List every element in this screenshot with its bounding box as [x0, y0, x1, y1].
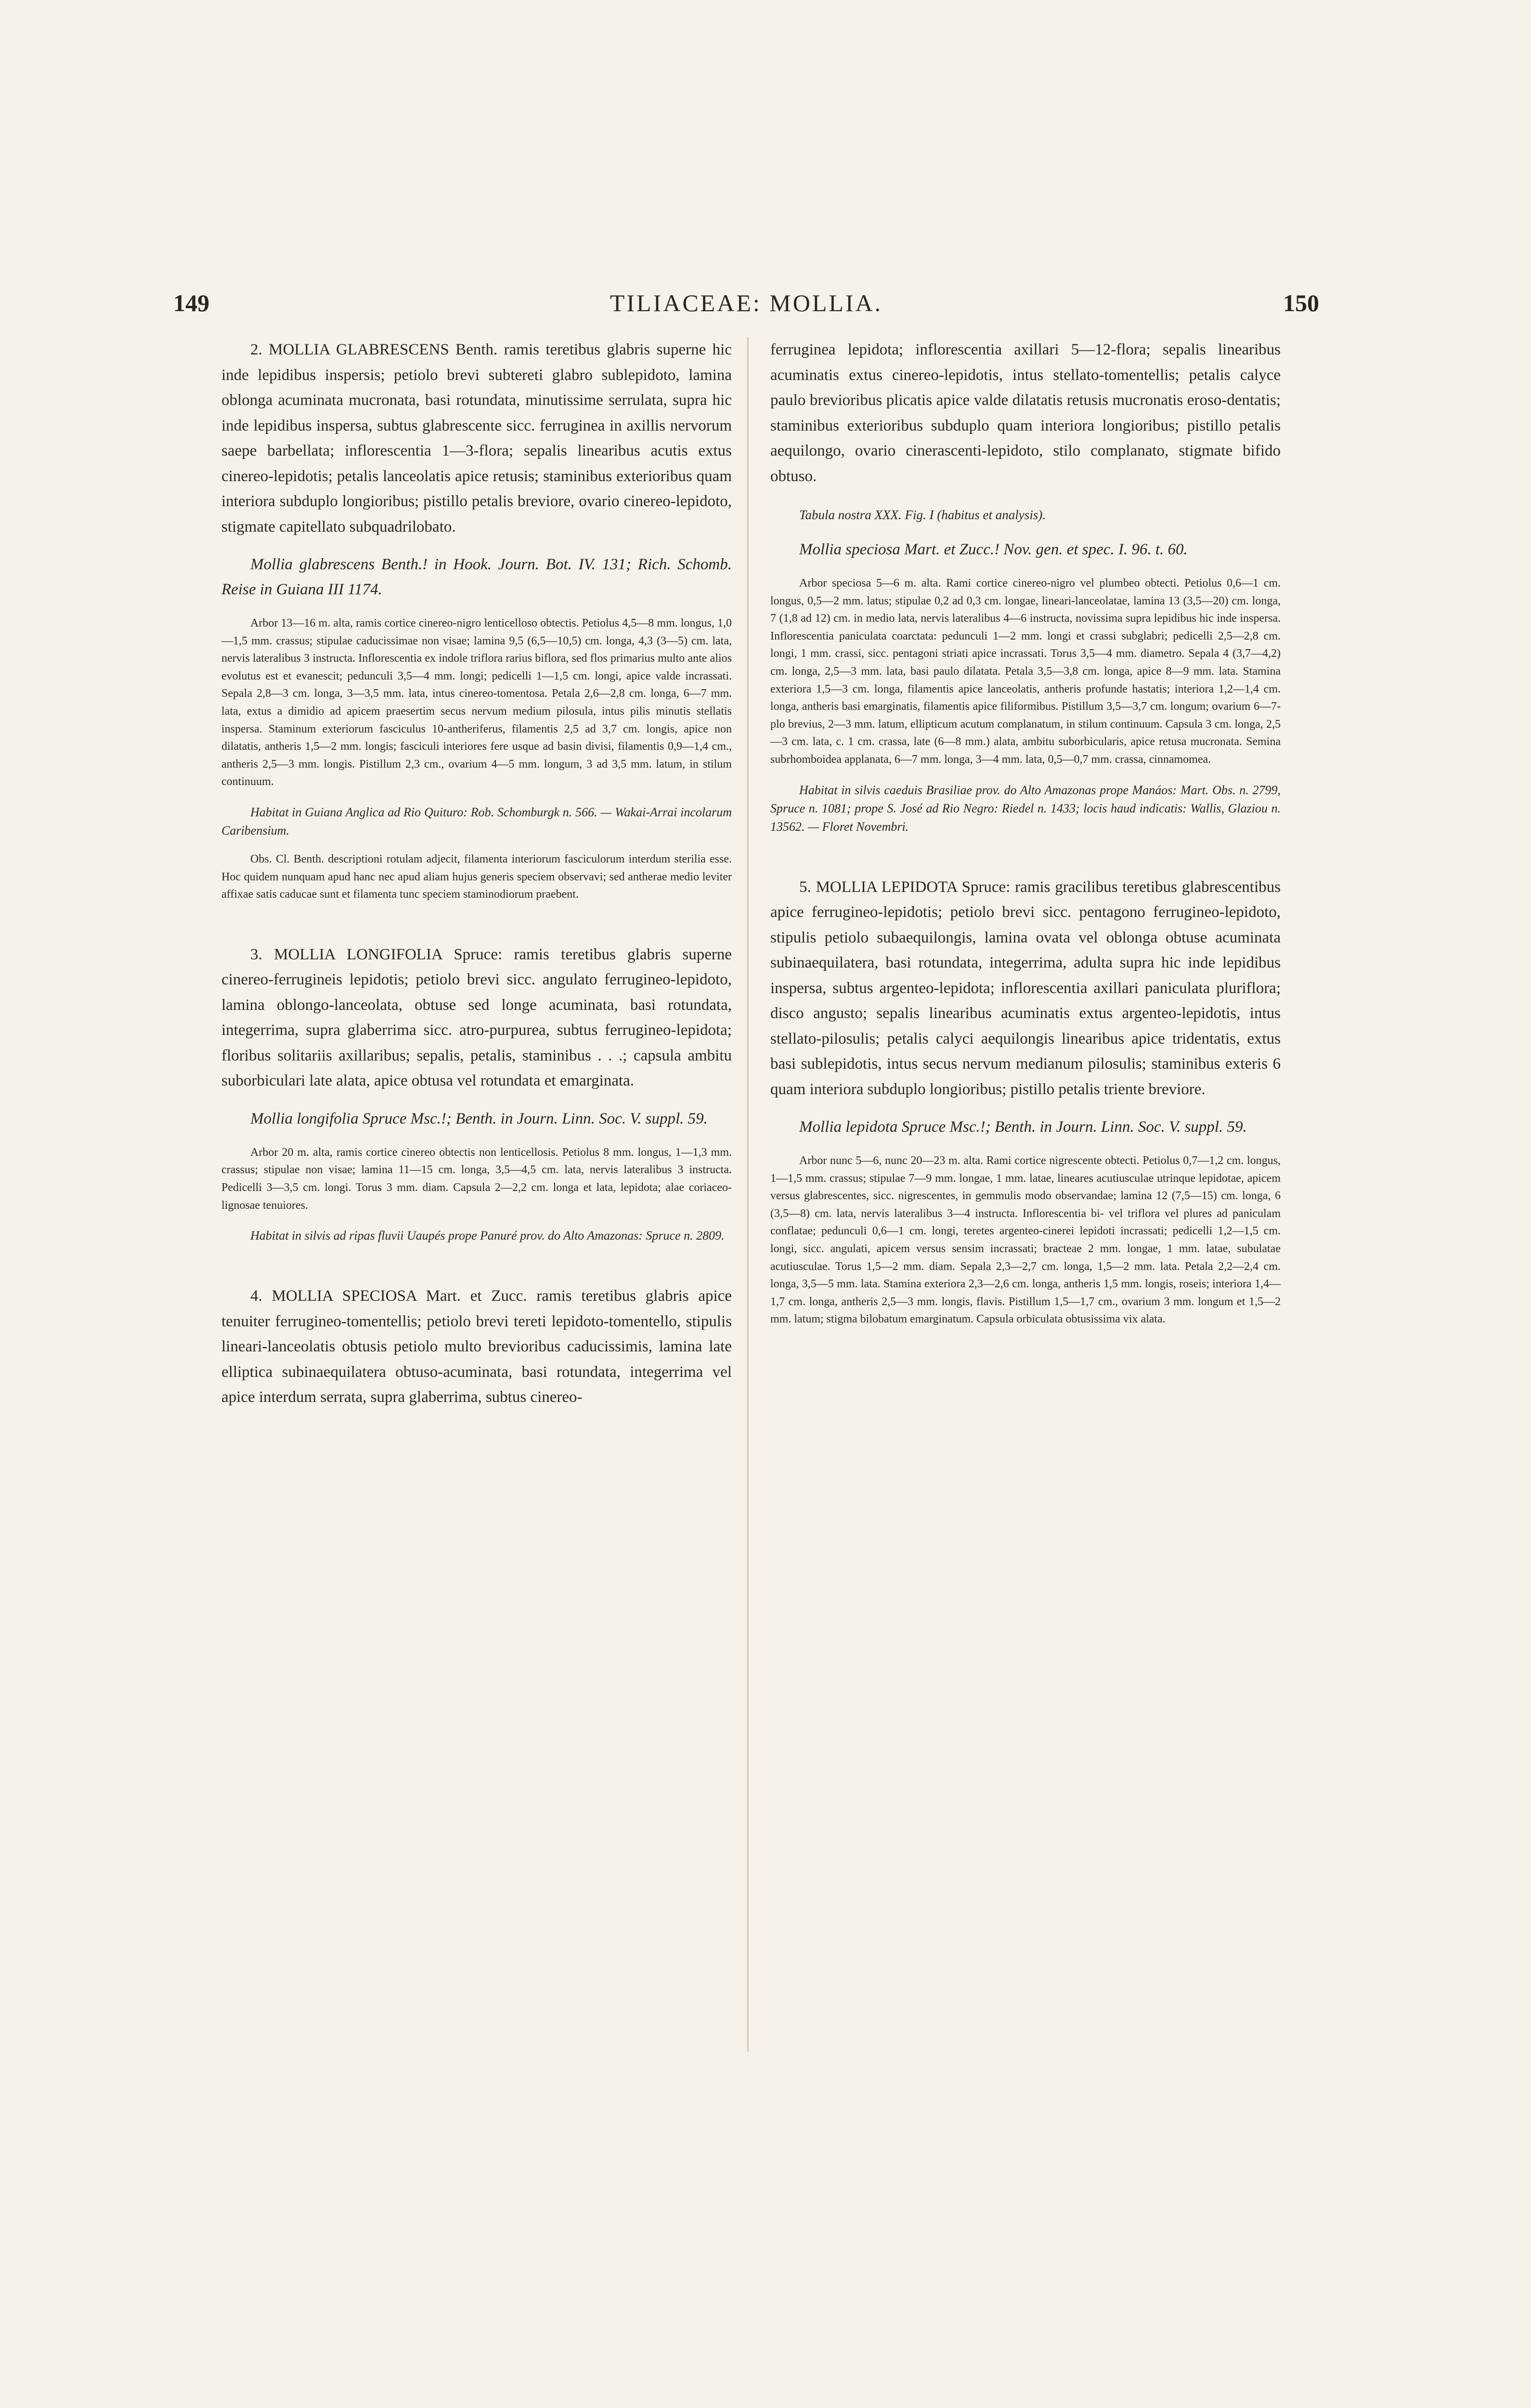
species-3-diagnosis: 3. MOLLIA LONGIFOLIA Spruce: ramis teretibus glabris superne cinereo-ferrugineis lepidotis; petiolo brevi sicc. angulato ferrugineo-lepidoto, lamina oblongo-lanceolata, obtuse sed longe acuminata, basi rotundata, integerrima, supra glaberrima sicc. atro-purpurea, subtus ferrugineo-lepidota; floribus solitariis axillaribus; sepalis, petalis, staminibus . . .; capsula ambitu suborbiculari late alata, apice obtusa vel rotundata et emarginata. [221, 945, 732, 1090]
species-4-plate-reference: Tabula nostra XXX. Fig. I (habitus et analysis). [799, 508, 1046, 522]
running-title: TILIACEAE: MOLLIA. [610, 289, 883, 316]
page-number-right: 150 [1283, 289, 1319, 316]
left-column [221, 337, 732, 1410]
species-3-habitat: Habitat in silvis ad ripas fluvii Uaupés prope Panuré prov. do Alto Amazonas: Spruce n. 2809. [250, 1229, 725, 1243]
species-3-description: Arbor 20 m. alta, ramis cortice cinereo obtectis non lenticellosis. Petiolus 8 mm. longus, 1—1,3 mm. crassus; stipulae non visae; lamina 11—15 cm. longa, 3,5—4,5 cm. lata, nervis lateralibus 3 instructa. Pedicelli 3—3,5 cm. longi. Torus 3 mm. diam. Capsula 2—2,2 cm. longa et lata, lepidota; alae coriaceo-lignosae tenuiores. [221, 1146, 732, 1212]
page-number-left: 149 [173, 289, 209, 316]
species-4-description: Arbor speciosa 5—6 m. alta. Rami cortice cinereo-nigro vel plumbeo obtecti. Petiolus 0,6—1 cm. longus, 0,5—2 mm. latus; stipulae 0,2 ad 0,3 cm. longae, lineari-lanceolatae, lamina 13 (3,5—20) cm. longa, 7 (1,8 ad 12) cm. in medio lata, nervis lateralibus 4—6 instructa, novissima supra lepidibus hic inde inspersa. Inflorescentia paniculata coarctata: pedunculi 1—2 mm. longi et crassi subglabri; pedicelli 2,5—2,8 cm. longi, 1 mm. crassi, sicc. pentagoni striati apice incrassati. Torus 3,5—4 mm. diametro. Sepala 4 (3,7—4,2) cm. longa, 2,5—3 mm. lata, basi paulo dilatata. Petala 3,5—3,8 cm. longa, apice 8—9 mm. lata. Stamina exteriora 1,5—3 cm. longa, filamentis apice lanceolatis, antheris profunde hastatis; interiora 1,2—1,4 cm. longa, antheris basi emarginatis, filamentis apice filiformibus. Pistillum 3,5—3,7 cm. longum; ovarium 6—7-plo brevius, 2—3 mm. latum, ellipticum acutum complanatum, in stilum continuum. Capsula 3 cm. longa, 2,5—3 cm. lata, c. 1 cm. crassa, late (6—8 mm.) alata, ambitu suborbicularis, apice retusa mucronata. Semina subrhomboidea applanata, 6—7 mm. longa, 3—4 mm. lata, 0,5—0,7 mm. crassa, cinnamomea. [770, 577, 1281, 766]
page-header [173, 289, 1319, 327]
species-2-reference: Mollia glabrescens Benth.! in Hook. Journ. Bot. IV. 131; Rich. Schomb. Reise in Guiana III 1174. [221, 556, 732, 598]
right-column [770, 337, 1281, 1328]
species-2-habitat: Habitat in Guiana Anglica ad Rio Quituro: Rob. Schomburgk n. 566. — Wakai-Arrai incolarum Caribensium. [221, 805, 732, 838]
species-4-diagnosis-continued: ferruginea lepidota; inflorescentia axillari 5—12-flora; sepalis linearibus acuminatis extus cinereo-lepidotis, intus stellato-tomentellis; petalis calyce paulo brevioribus plicatis apice valde dilatatis retusis mucronatis eroso-dentatis; staminibus exterioribus subduplo quam interiora longioribus; pistillo petalis aequilongo, ovario cinerascenti-lepidoto, stilo complanato, stigmate bifido obtuso. [770, 341, 1281, 485]
species-4-diagnosis: 4. MOLLIA SPECIOSA Mart. et Zucc. ramis teretibus glabris apice tenuiter ferrugineo-tomentellis; petiolo brevi tereti lepidoto-tomentello, stipulis lineari-lanceolatis obtusis petiolo multo brevioribus caducissimis, lamina late elliptica subinaequilatera obtuso-acuminata, basi rotundata, integerrima vel apice interdum serrata, supra glaberrima, subtus cinereo- [221, 1287, 732, 1406]
species-5-description: Arbor nunc 5—6, nunc 20—23 m. alta. Rami cortice nigrescente obtecti. Petiolus 0,7—1,2 cm. longus, 1—1,5 mm. crassus; stipulae 7—9 mm. longae, 1 mm. latae, lineares acutiusculae utrinque lepidotae, apicem versus glabrescentes, sicc. nigrescentes, in gemmulis modo observandae; lamina 12 (7,5—15) cm. longa, 6 (3,5—8) cm. lata, nervis lateralibus 3—4 instructa. Inflorescentia bi- vel triflora vel plures ad paniculam conflatae; pedunculi 0,6—1 cm. longi, teretes argenteo-cinerei lepidoti incrassati; pedicelli 1,2—1,5 cm. longi, sicc. angulati, apicem versus sensim incrassati; bracteae 2 mm. longae, 1 mm. latae, subulatae acutiusculae. Torus 1,5—2 mm. diam. Sepala 2,3—2,7 cm. longa, 1,5—2 mm. lata. Petala 2,2—2,4 cm. longa, 3,5—5 mm. lata. Stamina exteriora 2,3—2,6 cm. longa, antheris 1,5 mm. longis, roseis; interiora 1,4—1,7 cm. longa, antheris 2,5—3 mm. longis, flavis. Pistillum 1,5—1,7 cm., ovarium 3 mm. longum et 1,5—2 mm. latum; stigma bilobatum emarginatum. Capsula orbiculata obtusissima vix alata. [770, 1154, 1281, 1326]
species-5-diagnosis: 5. MOLLIA LEPIDOTA Spruce: ramis gracilibus teretibus glabrescentibus apice ferrugineo-lepidotis; petiolo brevi sicc. pentagono ferrugineo-lepidoto, stipulis petiolo subaequilongis, lamina ovata vel oblonga obtuse acuminata subinaequilatera, basi rotundata, integerrima, adulta supra hic inde lepidibus inspersa, subtus argenteo-lepidota; inflorescentia axillari paniculata pluriflora; disco angusto; sepalis linearibus acuminatis extus argenteo-lepidotis, intus stellato-pilosulis; petalis calyci aequilongis linearibus apice tridentatis, extus basi sublepidotis, intus secus nervum medianum pilosulis; staminibus exteris 6 quam interiora subduplo longioribus; pistillo petalis triente breviore. [770, 878, 1281, 1098]
species-4-habitat: Habitat in silvis caeduis Brasiliae prov. do Alto Amazonas prope Manáos: Mart. Obs. n. 2799, Spruce n. 1081; prope S. José ad Rio Negro: Riedel n. 1433; locis haud indicatis: Wallis, Glaziou n. 13562. — Floret Novembri. [770, 783, 1281, 834]
species-2-description: Arbor 13—16 m. alta, ramis cortice cinereo-nigro lenticelloso obtectis. Petiolus 4,5—8 mm. longus, 1,0—1,5 mm. crassus; stipulae caducissimae non visae; lamina 9,5 (6,5—10,5) cm. longa, 4,3 (3—5) cm. lata, nervis lateralibus 3 instructa. Inflorescentia ex indole triflora rarius biflora, sed flos primarius multo ante alios evolutus est et evanescit; pedunculi 3,5—4 mm. longi; pedicelli 1—1,5 cm. longi, apice valde incrassati. Sepala 2,8—3 cm. longa, 3—3,5 mm. lata, intus cinereo-tomentosa. Petala 2,6—2,8 cm. longa, 6—7 mm. lata, extus a dimidio ad apicem praesertim secus nervum medium pilosula, intus pilis minutis stellatis inspersa. Staminum exteriorum fasciculus 10-antheriferus, filamentis 2,5 ad 3,7 cm. longis, apice non dilatatis, antheris 1,5—2 mm. longis; fasciculi interiores fere usque ad basin divisi, filamentis 0,9—1,4 cm., antheris 2,5—3 mm. longis. Pistillum 2,3 cm., ovarium 4—5 mm. longum, 3 ad 3,5 mm. latum, in stilum continuum. [221, 617, 732, 788]
species-2-diagnosis: 2. MOLLIA GLABRESCENS Benth. ramis teretibus glabris superne hic inde lepidibus inspersis; petiolo brevi subtereti glabro sublepidoto, lamina oblonga acuminata mucronata, basi rotundata, minutissime serrulata, supra hic inde lepidibus inspersa, subtus glabrescente sicc. ferruginea in axillis nervorum saepe barbellata; inflorescentia 1—3-flora; sepalis linearibus acutis extus cinereo-lepidotis; petalis lanceolatis apice retusis; staminibus exterioribus quam interiora subduplo longioribus; pistillo petalis breviore, ovario cinereo-lepidoto, stigmate capitellato subquadrilobato. [221, 341, 732, 536]
species-4-reference: Mollia speciosa Mart. et Zucc.! Nov. gen. et spec. I. 96. t. 60. [799, 541, 1188, 558]
column-divider [747, 337, 749, 2052]
species-3-reference: Mollia longifolia Spruce Msc.!; Benth. in Journ. Linn. Soc. V. suppl. 59. [250, 1110, 708, 1127]
species-2-observation: Obs. Cl. Benth. descriptioni rotulam adjecit, filamenta interiorum fasciculorum interdum sterilia esse. Hoc quidem nunquam apud hanc nec apud aliam hujus generis speciem observavi; sed antherae medio leviter affixae satis caducae sunt et filamenta tunc speciem staminodiorum praebent. [221, 852, 732, 901]
species-5-reference: Mollia lepidota Spruce Msc.!; Benth. in Journ. Linn. Soc. V. suppl. 59. [799, 1118, 1247, 1136]
